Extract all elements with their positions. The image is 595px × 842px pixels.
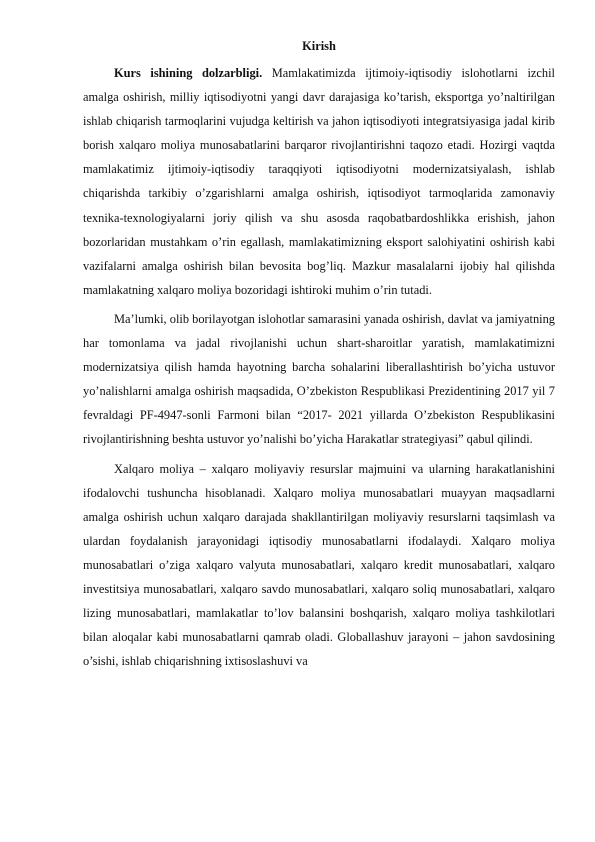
paragraph-relevance xyxy=(83,61,555,302)
page-title: Kirish xyxy=(302,39,336,53)
paragraph-lead-heading: Kurs ishining dolzarbligi. xyxy=(114,66,263,80)
paragraph-body: Xalqaro moliya – xalqaro moliyaviy resurslar majmuini va ularning harakatlanishini ifodalovchi tushuncha hisoblanadi. Xalqaro moliya munosabatlari muayyan maqsadlarni amalga oshirish uchun xalqaro darajada shakllantirilgan moliyaviy resurslarni taqsimlash va ulardan foydalanish jarayonidagi iqtisodiy munosabatlarni ifodalaydi. Xalqaro moliya munosabatlari o’ziga xalqaro valyuta munosabatlari, xalqaro kredit munosabatlari, xalqaro investitsiya munosabatlari, xalqaro savdo munosabatlari, xalqaro soliq munosabatlari, xalqaro lizing munosabatlari, mamlakatlar to’lov balansini boshqarish, xalqaro moliya tashkilotlari bilan aloqalar kabi munosabatlarni qamrab oladi. Globallashuv jarayoni – jahon savdosining o’sishi, ishlab chiqarishning ixtisoslashuvi va xyxy=(83,461,555,669)
document-page xyxy=(83,36,555,678)
paragraph-body: Mamlakatimizda ijtimoiy-iqtisodiy islohotlarni izchil amalga oshirish, milliy iqtisodiyotni yangi davr darajasiga ko’tarish, eksportga yo’naltirilgan ishlab chiqarish tarmoqlarini vujudga keltirish va jahon iqtisodiyoti integratsiyasiga jadal kirib borish xalqaro moliya munosabatlarini barqaror rivojlantirishni taqozo etadi. Hozirgi vaqtda mamlakatimiz ijtimoiy-iqtisodiy taraqqiyoti iqtisodiyotni modernizatsiyalash, ishlab chiqarishda tarkibiy o’zgarishlarni amalga oshirish, iqtisodiyot tarmoqlarida zamonaviy texnika-texnologiyalarni joriy qilish va shu asosda raqobatbardoshlikka erishish, jahon bozorlaridan mustahkam o’rin egallash, mamlakatimizning eksport salohiyatini oshirish kabi vazifalarni amalga oshirish bilan bevosita bog’liq. Mazkur masalalarni ijobiy hal qilishda mamlakatning xalqaro moliya bozoridagi ishtiroki muhim o’rin tutadi. xyxy=(83,66,555,297)
paragraph-international-finance xyxy=(83,457,555,674)
paragraph-body: Ma’lumki, olib borilayotgan islohotlar samarasini yanada oshirish, davlat va jamiyatning har tomonlama va jadal rivojlanishi uchun shart-sharoitlar yaratish, mamlakatimizni modernizatsiya qilish hamda hayotning barcha sohalarini liberallashtirish bo’yicha ustuvor yo’nalishlarni amalga oshirish maqsadida, O’zbekiston Respublikasi Prezidentining 2017 yil 7 fevraldagi PF-4947-sonli Farmoni bilan “2017- 2021 yillarda O’zbekiston Respublikasini rivojlantirishning beshta ustuvor yo’nalishi bo’yicha Harakatlar strategiyasi” qabul qilindi. xyxy=(83,311,555,447)
paragraph-reforms xyxy=(83,307,555,452)
